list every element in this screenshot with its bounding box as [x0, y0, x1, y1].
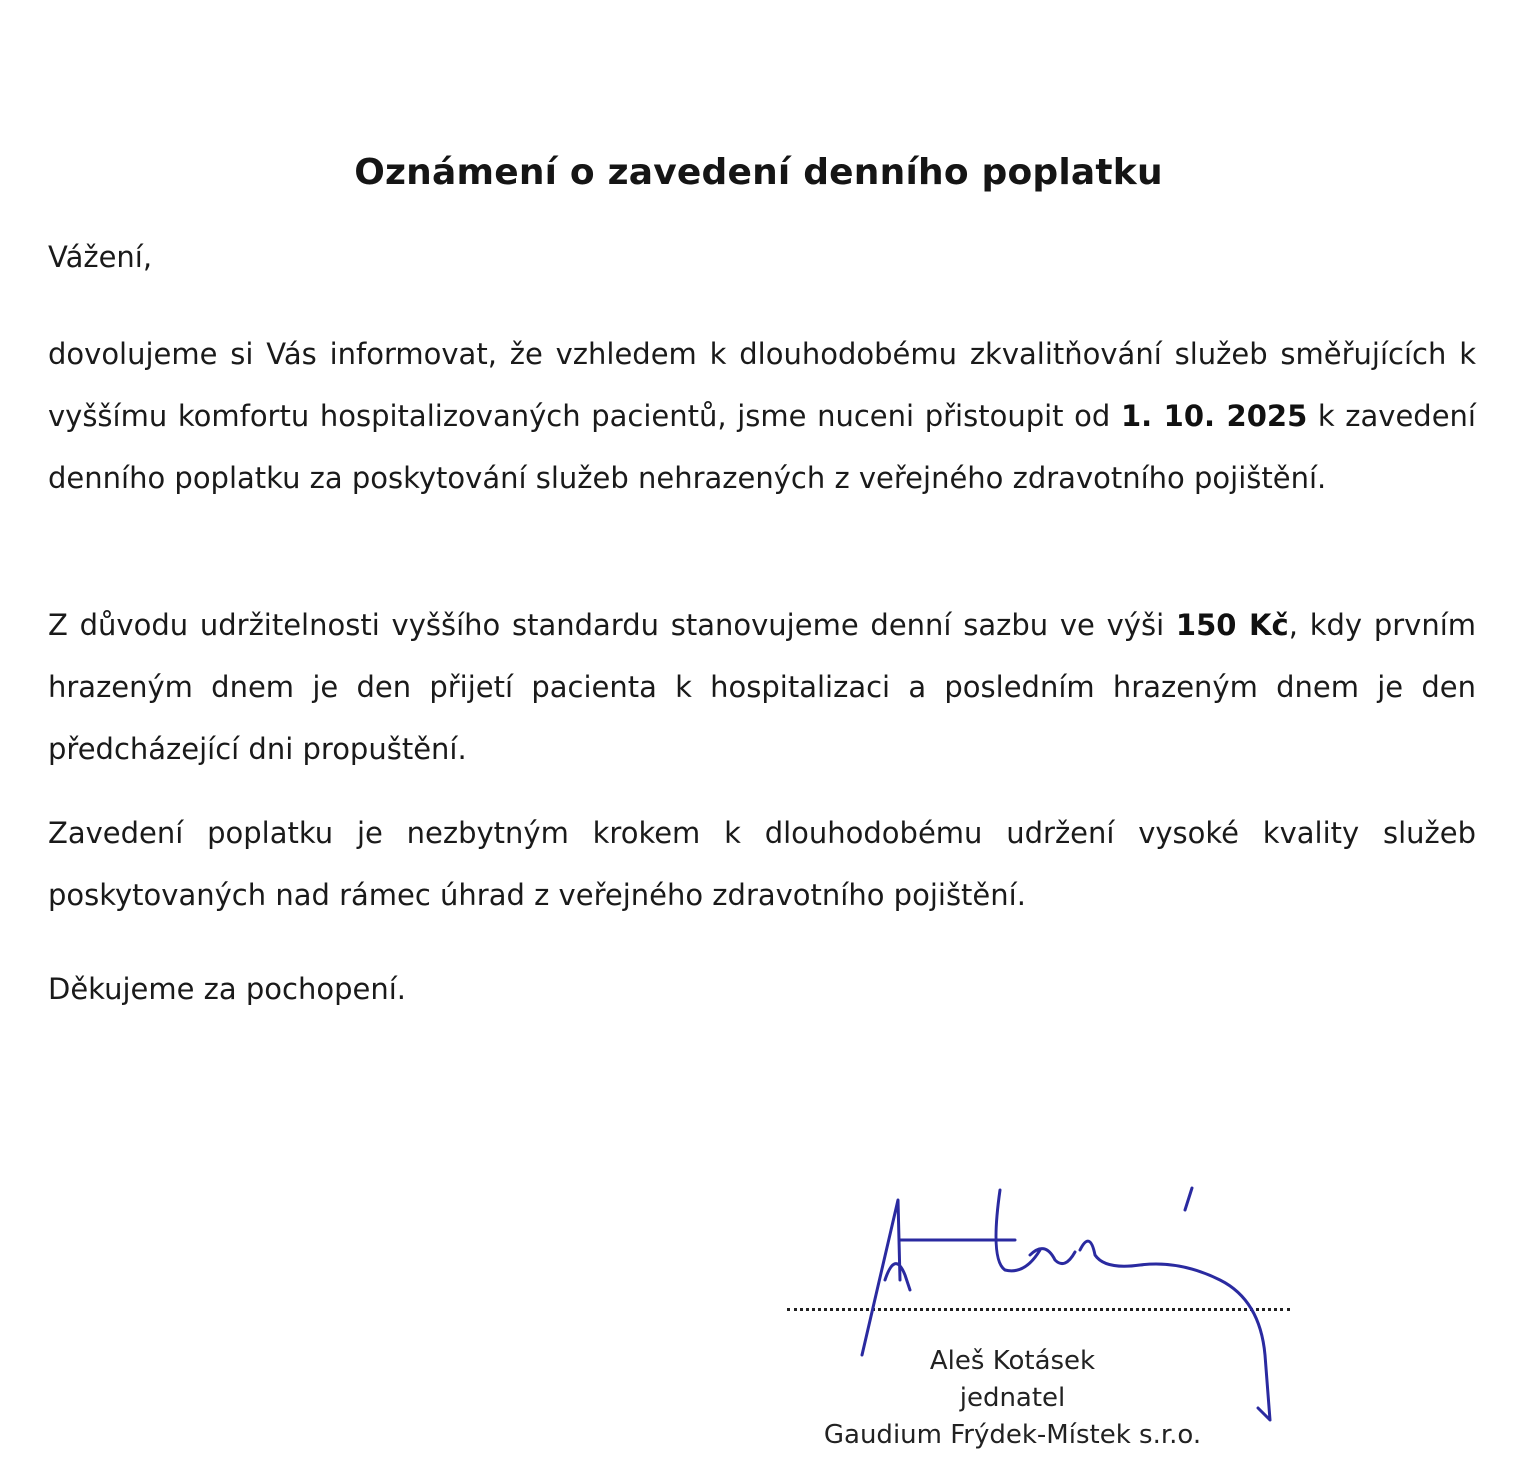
- paragraph-intro: [48, 323, 1476, 509]
- paragraph-intro-text-end: k zavedení denního poplatku za poskytování služeb nehrazených z veřejného zdravotního pojištění.: [48, 399, 1476, 495]
- signature-stroke: [1185, 1188, 1192, 1210]
- paragraph-rate-text: Z důvodu udržitelnosti vyššího standardu stanovujeme denní sazbu ve výši: [48, 608, 1176, 642]
- greeting: Vážení,: [48, 240, 153, 274]
- signer-company: Gaudium Frýdek-Místek s.r.o.: [823, 1420, 1202, 1450]
- daily-fee-amount: 150 Kč: [1175, 608, 1289, 642]
- paragraph-rate-text-end: , kdy prvním hrazeným dnem je den přijetí pacienta k hospitalizaci a posledním hrazeným dnem je den předcházející dni propuštění.: [48, 608, 1477, 766]
- closing-line: Děkujeme za pochopení.: [48, 972, 406, 1006]
- paragraph-intro-text: dovolujeme si Vás informovat, že vzhledem k dlouhodobému zkvalitňování služeb směřujících k vyššímu komfortu hospitalizovaných pacientů, jsme nuceni přistoupit od: [48, 337, 1476, 433]
- paragraph-rate: [48, 594, 1476, 780]
- effective-date: 1. 10. 2025: [1120, 399, 1308, 433]
- paragraph-reason: Zavedení poplatku je nezbytným krokem k dlouhodobému udržení vysoké kvality služeb poskytovaných nad rámec úhrad z veřejného zdravotního pojištění.: [48, 816, 1476, 912]
- document-title: Oznámení o zavedení denního poplatku: [354, 152, 1163, 194]
- signer-role: jednatel: [959, 1383, 1066, 1413]
- signer-name: Aleš Kotásek: [929, 1346, 1096, 1376]
- signature-stroke: [900, 1190, 1075, 1271]
- signature-stroke: [862, 1200, 910, 1355]
